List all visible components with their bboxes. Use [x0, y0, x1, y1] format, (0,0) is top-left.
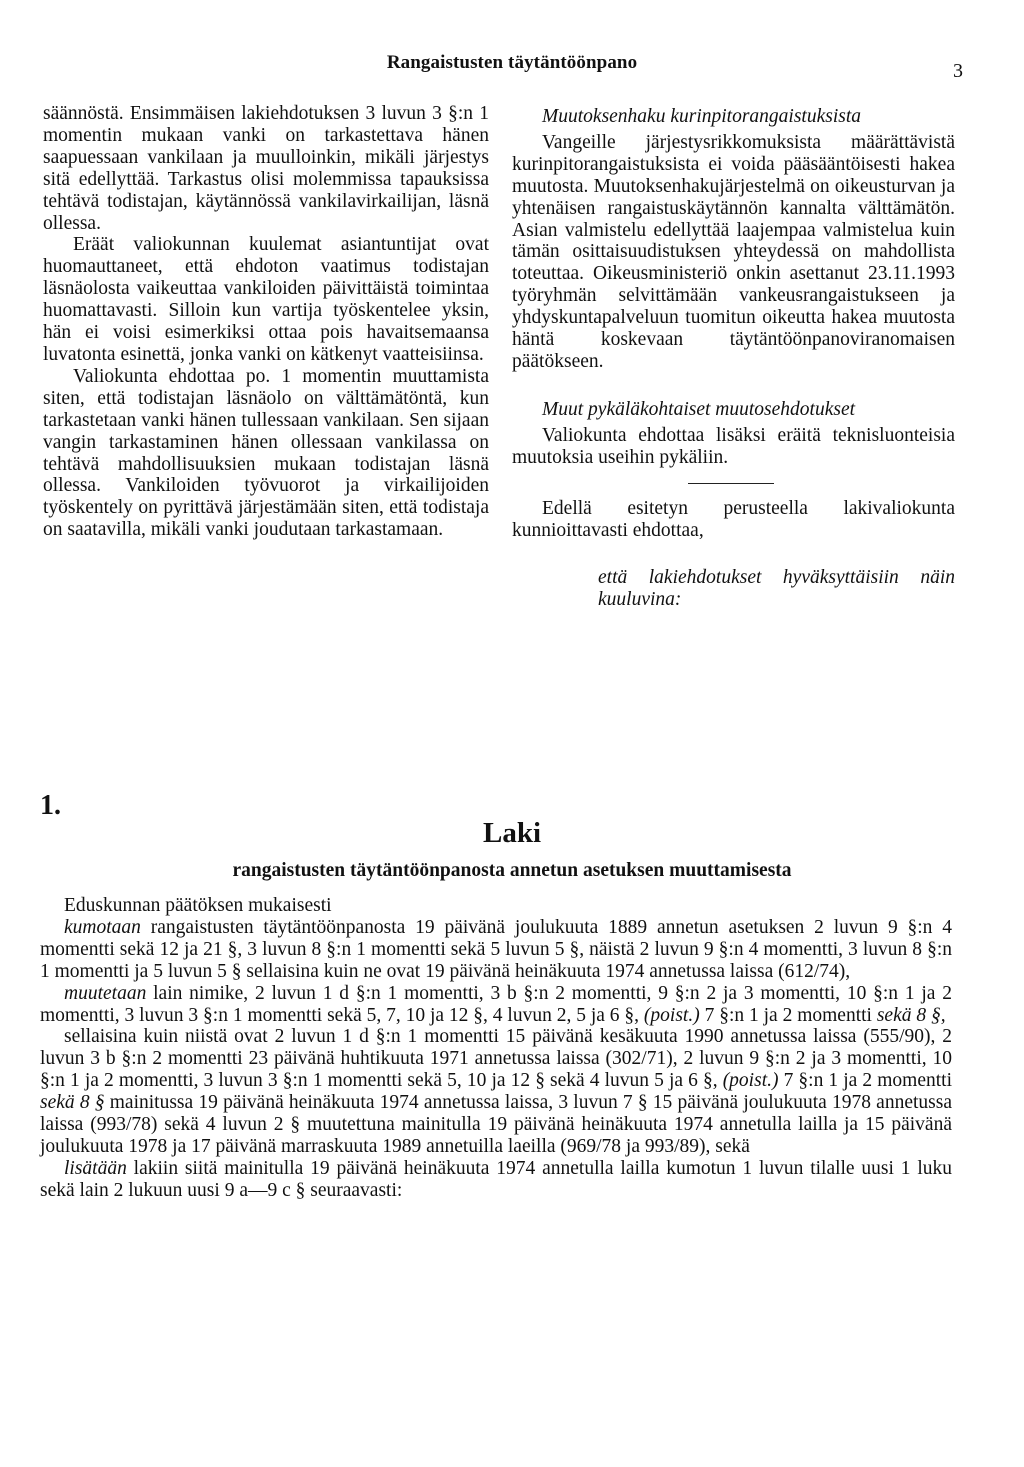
law-body	[40, 895, 952, 1202]
amend-italic-b: sekä 8 §,	[876, 1004, 946, 1026]
add-text: lakiin siitä mainitulla 19 päivänä heinäkuuta 1974 annetulla lailla kumotun 1 luvun tilalle uusi 1 luku sekä lain 2 lukuun uusi 9 a—9 c § seuraavasti:	[40, 1157, 952, 1201]
right-paragraph-1: Vangeille järjestysrikkomuksista määrättävistä kurinpitorangaistuksista ei voida pääsääntöisesti hakea muutosta. Muutoksenhakujärjestelmä on oikeusturvan ja yhtenäisen rangaistuskäytännön kannalta välttämätön. Asian valmistelu edellyttää laajempaa valmistelua kuin tämän osittaisuudistuksen yhteydessä on mahdollista toteuttaa. Oikeusministeriö onkin asettanut 23.11.1993 työryhmän selvittämään vankeusrangaistukseen ja yhdyskuntapalveluun tuomitun oikeutta hakea muutosta häntä koskevaan täytäntöönpanoviranomaisen päätökseen.	[512, 131, 955, 372]
provisions-text-b: 7 §:n 1 ja 2 momentti	[778, 1070, 952, 1092]
provisions-italic-a: (poist.)	[722, 1070, 779, 1092]
section-heading-other: Muut pykäläkohtaiset muutosehdotukset	[542, 398, 856, 420]
page-number: 3	[953, 60, 963, 82]
section-divider	[688, 483, 774, 484]
left-paragraph-2: Eräät valiokunnan kuulemat asiantuntijat ovat huomauttaneet, että ehdoton vaatimus todistajan läsnäolosta vaikeuttaa vankiloiden päivittäistä toimintaa huomattavasti. Silloin kun vartija työskentelee yksin, hän ei voisi esimerkiksi ottaa pois havaitsemaansa luvatonta esinettä, jonka vanki on kätkenyt vaatteisiinsa.	[43, 234, 489, 365]
law-intro: Eduskunnan päätöksen mukaisesti	[64, 895, 332, 916]
left-paragraph-3: Valiokunta ehdottaa po. 1 momentin muuttamista siten, että todistajan läsnäolo on välttämätöntä, kun tarkastetaan vanki hänen tullessaan vankilaan. Sen sijaan vangin tarkastaminen hänen ollessaan vankilassa on tehtävä mahdollisuuksien mukaan todistajan läsnä ollessa. Vankiloiden työvuorot ja virkailijoiden työskentely on pyrittävä järjestämään siten, että todistaja on saatavilla, mikäli vanki joudutaan tarkastamaan.	[43, 365, 489, 541]
law-amend-clause	[40, 983, 952, 1027]
law-title: Laki	[482, 817, 542, 849]
right-column	[512, 106, 955, 611]
provisions-text-a: sellaisina kuin niistä ovat 2 luvun 1 d §:n 1 momentti 15 päivänä kesäkuuta 1990 annetussa laissa (555/90), 2 luvun 3 b §:n 2 momentti 23 päivänä huhtikuuta 1971 annetussa laissa (302/71), 2 luvun 9 §:n 2 ja 3 momentti, 10 §:n 1 ja 2 momentti, 3 luvun 3 §:n 1 momentti sekä 5, 10 ja 12 § sekä 4 luvun 5 ja 6 §,	[40, 1026, 952, 1092]
repeal-text: rangaistusten täytäntöönpanosta 19 päivänä joulukuuta 1889 annetun asetuksen 2 luvun 9 §:n 4 momentti sekä 12 ja 21 §, 3 luvun 8 §:n 1 momentti sekä 5 luvun 5 §, näistä 2 luvun 9 §:n 4 momentti, 3 luvun 8 §:n 1 momentti ja 5 luvun 5 § sellaisina kuin ne ovat 19 päivänä heinäkuuta 1974 annetussa laissa (612/74),	[40, 916, 952, 982]
section-heading-appeal: Muutoksenhaku kurinpitorangaistuksista	[542, 106, 862, 127]
amend-text-a: lain nimike, 2 luvun 1 d §:n 1 momentti, 3 b §:n 2 momentti, 9 §:n 2 ja 3 momentti, 10 §:n 1 ja 2 momentti, 3 luvun 3 §:n 1 momentti sekä 5, 7, 10 ja 12 §, 4 luvun 2, 5 ja 6 §,	[40, 982, 952, 1026]
amend-italic-a: (poist.)	[643, 1004, 700, 1026]
proposal-statement: että lakiehdotukset hyväksyttäisiin näin kuuluvina:	[598, 567, 955, 611]
provisions-italic-b: sekä 8 §	[40, 1092, 105, 1114]
running-header: Rangaistusten täytäntöönpano	[386, 52, 638, 73]
left-column	[43, 103, 489, 541]
law-add-clause	[40, 1158, 952, 1202]
law-subtitle: rangaistusten täytäntöönpanosta annetun asetuksen muuttamisesta	[232, 860, 792, 881]
amend-text-b: 7 §:n 1 ja 2 momentti	[699, 1004, 877, 1026]
law-repeal-clause	[40, 917, 952, 983]
keyword-muutetaan: muutetaan	[64, 982, 147, 1004]
keyword-lisataan: lisätään	[64, 1157, 127, 1179]
right-paragraph-3: Edellä esitetyn perusteella lakivaliokunta kunnioittavasti ehdottaa,	[512, 497, 955, 541]
keyword-kumotaan: kumotaan	[64, 916, 141, 938]
right-paragraph-2: Valiokunta ehdottaa lisäksi eräitä teknisluonteisia muutoksia useihin pykäliin.	[512, 424, 955, 468]
law-number: 1.	[40, 790, 61, 821]
law-provisions-clause	[40, 1026, 952, 1157]
provisions-text-c: mainitussa 19 päivänä heinäkuuta 1974 annetussa laissa, 3 luvun 7 § 15 päivänä joulukuuta 1978 annetussa laissa (993/78) sekä 4 luvun 2 § muutettuna mainitulla 19 päivänä heinäkuuta 1974 annetulla lailla ja 15 päivänä joulukuuta 1978 ja 17 päivänä marraskuuta 1989 annetuilla laeilla (969/78 ja 993/89), sekä	[40, 1092, 952, 1157]
left-paragraph-1: säännöstä. Ensimmäisen lakiehdotuksen 3 luvun 3 §:n 1 momentin mukaan vanki on tarkastettava hänen saapuessaan vankilaan ja muulloinkin, mikäli järjestys sitä edellyttää. Tarkastus olisi molemmissa tapauksissa tehtävä todistajan, käytännössä vankilavirkailijan, läsnä ollessa.	[43, 103, 489, 234]
